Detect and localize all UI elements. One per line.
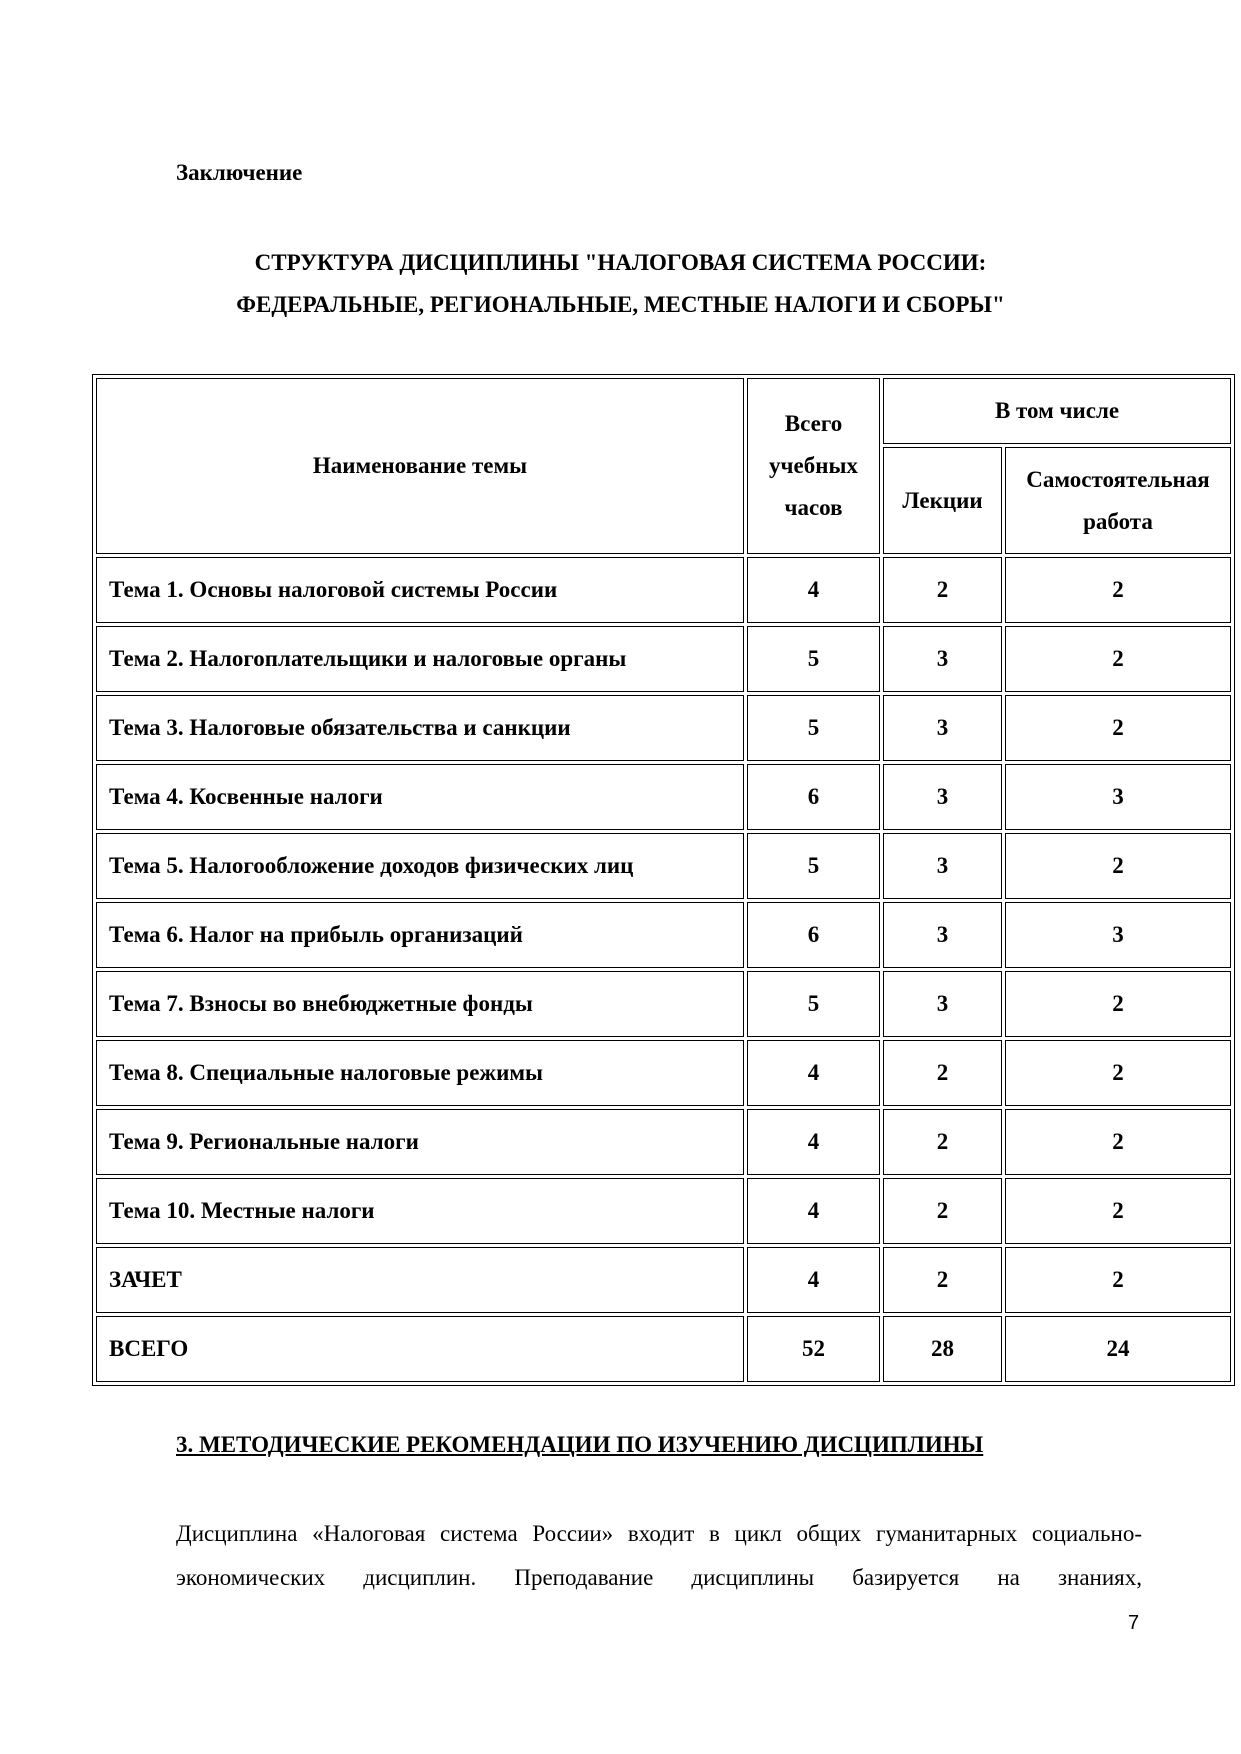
topic-cell: Тема 9. Региональные налоги [96, 1109, 744, 1175]
total-hours-cell: 4 [747, 557, 880, 623]
topic-cell: Тема 6. Налог на прибыль организаций [96, 902, 744, 968]
topic-cell: Тема 2. Налогоплательщики и налоговые органы [96, 626, 744, 692]
self-study-cell: 2 [1005, 1178, 1231, 1244]
table-row [96, 764, 1231, 830]
table-row [96, 1109, 1231, 1175]
self-study-cell: 2 [1005, 626, 1231, 692]
total-hours-cell: 4 [747, 1178, 880, 1244]
topic-cell: Тема 4. Косвенные налоги [96, 764, 744, 830]
table-row [96, 695, 1231, 761]
lectures-cell: 2 [883, 1040, 1002, 1106]
table-row [96, 833, 1231, 899]
total-hours-cell: 4 [747, 1040, 880, 1106]
total-hours-cell: 6 [747, 764, 880, 830]
self-study-cell: 3 [1005, 764, 1231, 830]
topic-cell: Тема 1. Основы налоговой системы России [96, 557, 744, 623]
header-lectures: Лекции [883, 447, 1002, 554]
topic-cell: ЗАЧЕТ [96, 1247, 744, 1313]
header-self-study [1005, 447, 1231, 554]
topic-cell: ВСЕГО [96, 1316, 744, 1382]
section-3-title: 3. МЕТОДИЧЕСКИЕ РЕКОМЕНДАЦИИ ПО ИЗУЧЕНИЮ ДИСЦИПЛИНЫ [176, 1432, 984, 1457]
lectures-cell: 3 [883, 902, 1002, 968]
table-row [96, 1040, 1231, 1106]
table-row [96, 902, 1231, 968]
self-study-cell: 3 [1005, 902, 1231, 968]
total-hours-cell: 5 [747, 695, 880, 761]
self-study-cell: 2 [1005, 1040, 1231, 1106]
lectures-cell: 2 [883, 1178, 1002, 1244]
self-study-cell: 2 [1005, 1109, 1231, 1175]
header-total-hours [747, 378, 880, 554]
table-row [96, 1178, 1231, 1244]
self-study-cell: 2 [1005, 557, 1231, 623]
header-self-line-1: Самостоятельная [1026, 466, 1210, 492]
self-study-cell: 2 [1005, 833, 1231, 899]
table-row [96, 557, 1231, 623]
lectures-cell: 28 [883, 1316, 1002, 1382]
lectures-cell: 3 [883, 833, 1002, 899]
total-hours-cell: 52 [747, 1316, 880, 1382]
self-study-cell: 24 [1005, 1316, 1231, 1382]
total-hours-cell: 5 [747, 626, 880, 692]
body-paragraph: Дисциплина «Налоговая система России» входит в цикл общих гуманитарных социально-экономических дисциплин. Преподавание дисциплины базируется на знаниях, [176, 1521, 1142, 1590]
header-total-line-3: часов [784, 495, 843, 520]
topic-cell: Тема 10. Местные налоги [96, 1178, 744, 1244]
lectures-cell: 2 [883, 1109, 1002, 1175]
header-self-line-2: работа [1083, 508, 1153, 534]
topic-cell: Тема 3. Налоговые обязательства и санкции [96, 695, 744, 761]
total-hours-cell: 5 [747, 971, 880, 1037]
table-row [96, 1247, 1231, 1313]
table-row [96, 626, 1231, 692]
structure-title-line-1: СТРУКТУРА ДИСЦИПЛИНЫ "НАЛОГОВАЯ СИСТЕМА РОССИИ: [254, 250, 987, 275]
conclusion-label: Заключение [176, 160, 303, 185]
structure-title [0, 242, 1241, 326]
lectures-cell: 3 [883, 764, 1002, 830]
lectures-cell: 2 [883, 557, 1002, 623]
total-hours-cell: 4 [747, 1247, 880, 1313]
header-total-line-2: учебных [769, 453, 858, 478]
table-header-row [96, 378, 1231, 444]
table-row [96, 1316, 1231, 1382]
lectures-cell: 2 [883, 1247, 1002, 1313]
self-study-cell: 2 [1005, 1247, 1231, 1313]
structure-title-line-2: ФЕДЕРАЛЬНЫЕ, РЕГИОНАЛЬНЫЕ, МЕСТНЫЕ НАЛОГИ И СБОРЫ" [236, 292, 1005, 317]
topic-cell: Тема 7. Взносы во внебюджетные фонды [96, 971, 744, 1037]
total-hours-cell: 5 [747, 833, 880, 899]
page-number: 7 [1128, 1612, 1140, 1634]
table-row [96, 971, 1231, 1037]
lectures-cell: 3 [883, 626, 1002, 692]
total-hours-cell: 6 [747, 902, 880, 968]
self-study-cell: 2 [1005, 695, 1231, 761]
header-including: В том числе [883, 378, 1231, 444]
topic-cell: Тема 8. Специальные налоговые режимы [96, 1040, 744, 1106]
self-study-cell: 2 [1005, 971, 1231, 1037]
lectures-cell: 3 [883, 971, 1002, 1037]
header-total-line-1: Всего [784, 411, 843, 436]
total-hours-cell: 4 [747, 1109, 880, 1175]
lectures-cell: 3 [883, 695, 1002, 761]
header-topic: Наименование темы [96, 378, 744, 554]
discipline-structure-table [92, 374, 1235, 1386]
topic-cell: Тема 5. Налогообложение доходов физических лиц [96, 833, 744, 899]
